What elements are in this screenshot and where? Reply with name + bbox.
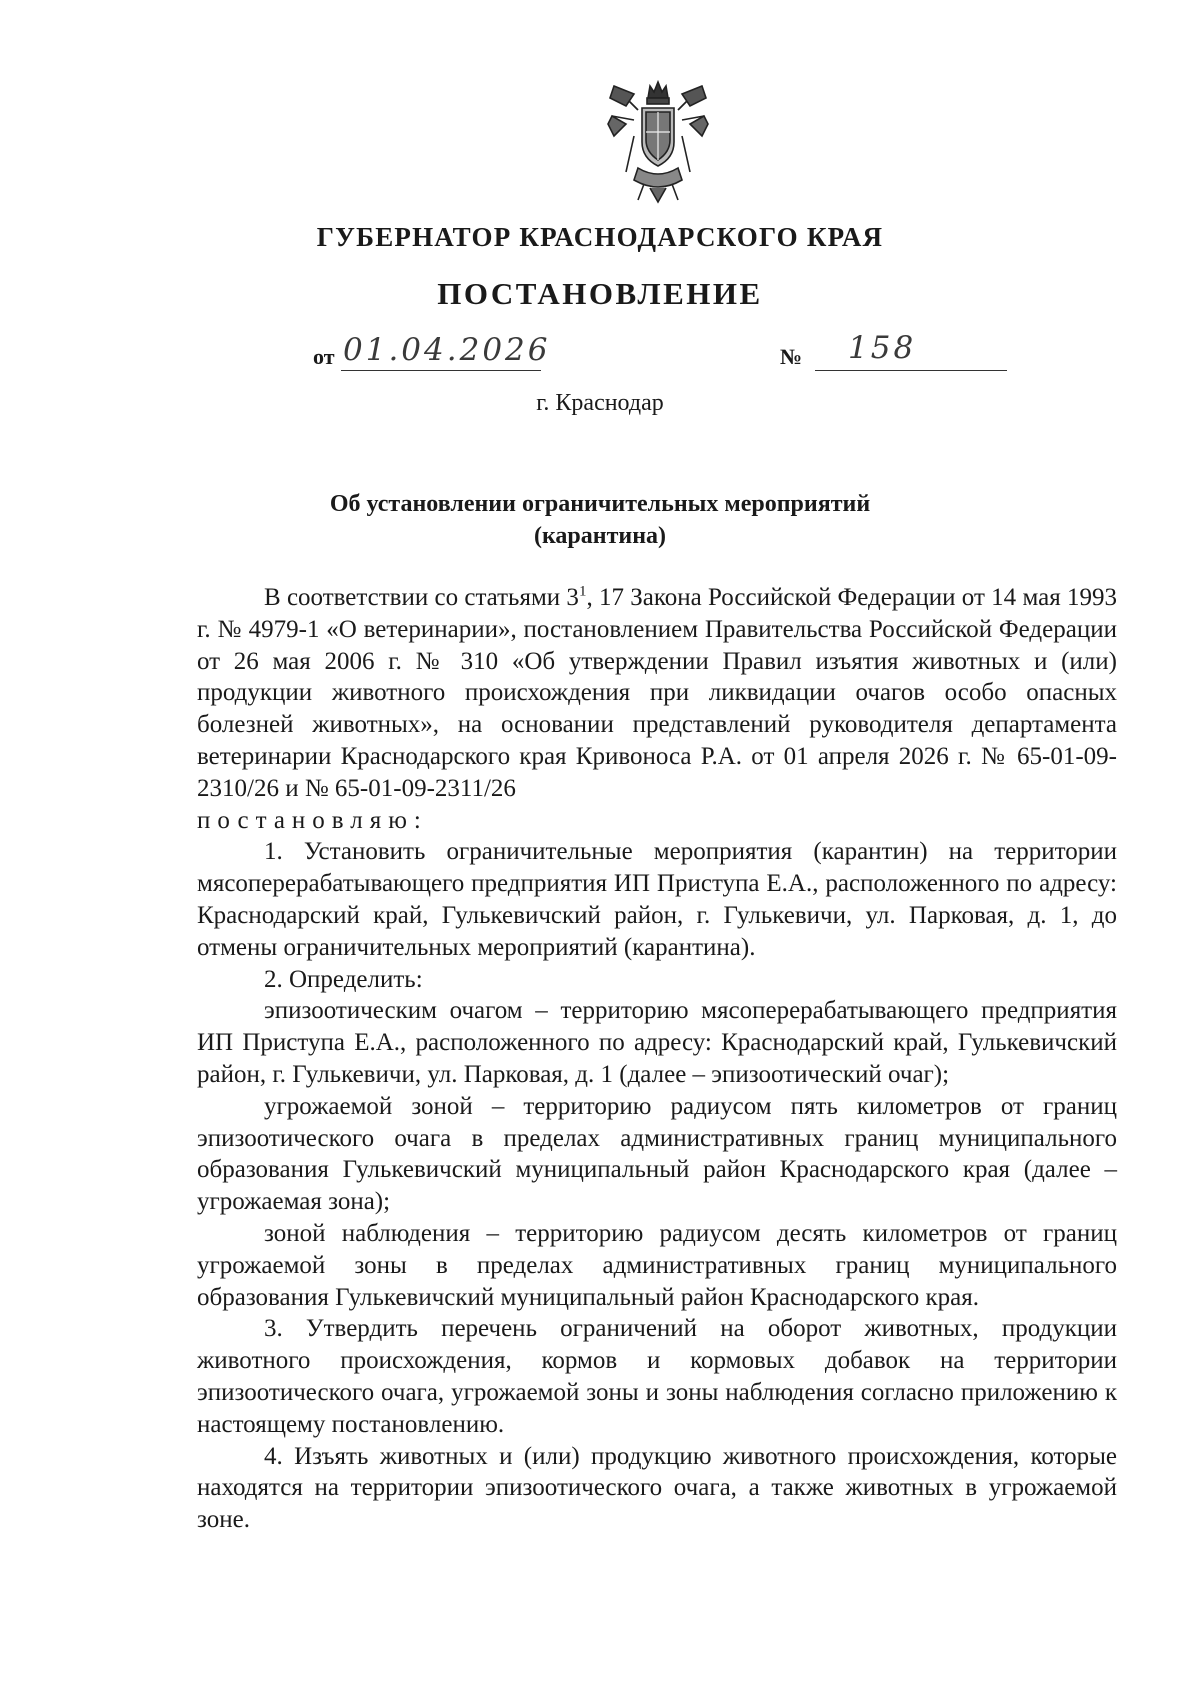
issue-place: г. Краснодар	[536, 390, 664, 416]
paragraph-2-focus: эпизоотическим очагом – территорию мясоперерабатывающего предприятия ИП Приступа Е.А., расположенного по адресу: Краснодарский край, Гулькевичский район, г. Гулькевичи, ул. Парковая, д. 1 (далее – эпизоотический очаг);	[197, 997, 1117, 1088]
document-title	[0, 488, 1200, 552]
paragraph-3: 3. Утвердить перечень ограничений на оборот животных, продукции животного происхождения, кормов и кормовых добавок на территории эпизоотического очага, угрожаемой зоны и зоны наблюдения согласно приложению к настоящему постановлению.	[197, 1315, 1117, 1438]
number-prefix: №	[780, 344, 803, 369]
issuer-heading: ГУБЕРНАТОР КРАСНОДАРСКОГО КРАЯ	[316, 222, 884, 252]
article-superscript: 1	[578, 583, 587, 600]
title-line-2: (карантина)	[533, 523, 667, 549]
handwritten-number: 158	[848, 330, 917, 366]
paragraph-2-threatened-zone: угрожаемой зоной – территорию радиусом пять километров от границ эпизоотического очага в пределах административных границ муниципального образования Гулькевичский муниципальный район Краснодарского края (далее – угрожаемая зона);	[197, 1092, 1117, 1216]
handwritten-date: 01.04.2026	[343, 332, 551, 368]
date-underline	[341, 370, 541, 371]
document-type-heading: ПОСТАНОВЛЕНИЕ	[437, 276, 763, 311]
number-underline	[815, 370, 1007, 371]
date-prefix: от	[313, 344, 335, 369]
preamble-paragraph	[197, 582, 1117, 805]
decree-word: постановляю:	[197, 806, 428, 834]
paragraph-1: 1. Установить ограничительные мероприятия (карантин) на территории мясоперерабатывающего предприятия ИП Приступа Е.А., расположенного по адресу: Краснодарский край, Гулькевичский район, г. Гулькевичи, ул. Парковая, д. 1, до отмены ограничительных мероприятий (карантина).	[197, 838, 1117, 961]
paragraph-4: 4. Изъять животных и (или) продукцию животного происхождения, которые находятся на территории эпизоотического очага, а также животных в угрожаемой зоне.	[197, 1442, 1117, 1534]
paragraph-2-observation-zone: зоной наблюдения – территорию радиусом десять километров от границ угрожаемой зоны в пределах административных границ муниципального образования Гулькевичский муниципальный район Краснодарского края.	[197, 1219, 1117, 1311]
document-body	[197, 582, 1117, 1536]
preamble-text-end: , 17 Закона Российской Федерации от 14 мая 1993 г. № 4979-1 «О ветеринарии», постановлением Правительства Российской Федерации от 26 мая 2006 г. № 310 «Об утверждении Правил изъятия животных и (или) продукции животного происхождения при ликвидации очагов особо опасных болезней животных», на основании представлений руководителя департамента ветеринарии Краснодарского края Кривоноса Р.А. от 01 апреля 2026 г. № 65-01-09-2310/26 и № 65-01-09-2311/26	[197, 584, 1117, 802]
coat-of-arms-krasnodar-krai-icon	[604, 76, 712, 206]
title-line-1: Об установлении ограничительных мероприятий	[329, 491, 871, 517]
preamble-text-start: В соответствии со статьями 3	[264, 584, 579, 611]
paragraph-2: 2. Определить:	[264, 965, 423, 993]
